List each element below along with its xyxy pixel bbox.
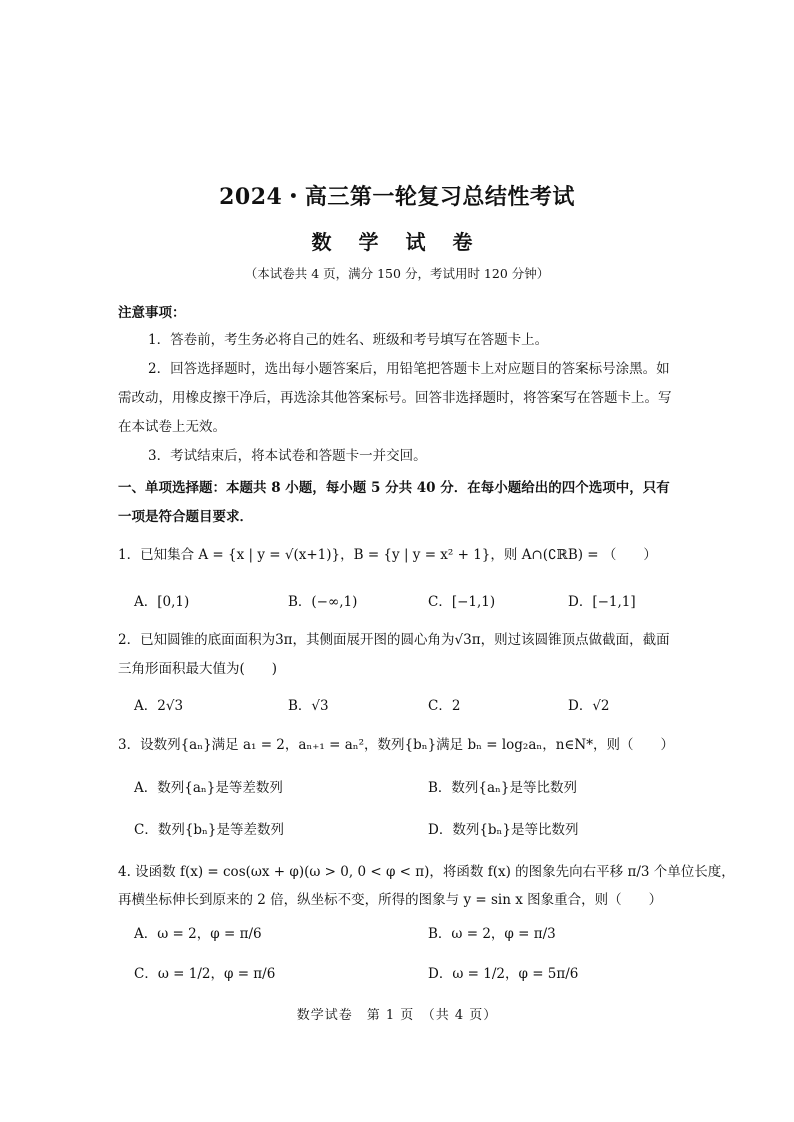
question-2-option-c: C．2 [428, 698, 461, 714]
section-heading: 一、单项选择题：本题共 8 小题，每小题 5 分共 40 分．在每小题给出的四个选项中，只有一项是符合题目要求． [118, 480, 670, 525]
notice-item-2: 2．回答选择题时，选出每小题答案后，用铅笔把答题卡上对应题目的答案标号涂黑。如需改动，用橡皮擦干净后，再选涂其他答案标号。回答非选择题时，将答案写在答题卡上。写在本试卷上无效。 [118, 361, 672, 435]
question-4-option-b: B．ω = 2，φ = π/3 [428, 926, 556, 942]
question-2-option-b: B．√3 [288, 698, 329, 714]
exam-meta: （本试卷共 4 页，满分 150 分，考试用时 120 分钟） [244, 266, 550, 281]
question-3-option-a: A．数列{aₙ}是等差数列 [134, 780, 283, 796]
question-4-stem-line-1: 4. 设函数 f(x) = cos(ωx + φ)(ω > 0, 0 < φ < π)，将函数 f(x) 的图象先向右平移 π/3 个单位长度， [118, 864, 735, 880]
exam-title: 2024・高三第一轮复习总结性考试 [219, 184, 575, 210]
question-3-option-d: D．数列{bₙ}是等比数列 [428, 822, 579, 838]
question-2-option-a: A．2√3 [134, 698, 184, 714]
question-2-option-d: D．√2 [568, 698, 610, 714]
question-2-stem: 2．已知圆锥的底面面积为3π，其侧面展开图的圆心角为√3π，则过该圆锥顶点做截面，截面三角形面积最大值为( ) [118, 632, 670, 677]
question-4-option-a: A．ω = 2，φ = π/6 [134, 926, 262, 942]
question-3-option-c: C．数列{bₙ}是等差数列 [134, 822, 284, 838]
question-1-stem: 1．已知集合 A = {x | y = √(x+1)}，B = {y | y = x² + 1}，则 A∩(∁ℝB) = （ ） [118, 547, 657, 563]
notice-item-3: 3．考试结束后，将本试卷和答题卡一并交回。 [148, 448, 427, 464]
notice-heading: 注意事项： [118, 305, 186, 321]
question-4-option-c: C．ω = 1/2，φ = π/6 [134, 966, 276, 982]
question-3-stem: 3．设数列{aₙ}满足 a₁ = 2，aₙ₊₁ = aₙ²，数列{bₙ}满足 bₙ = log₂aₙ，n∈N*，则（ ） [118, 737, 674, 753]
question-1-option-b: B．(−∞,1) [288, 594, 358, 610]
question-1-option-a: A．[0,1) [134, 594, 190, 610]
question-3-option-b: B．数列{aₙ}是等比数列 [428, 780, 577, 796]
question-4-stem-line-2: 再横坐标伸长到原来的 2 倍，纵坐标不变，所得的图象与 y = sin x 图象重合，则（ ） [118, 892, 663, 908]
question-1-option-c: C．[−1,1) [428, 594, 496, 610]
question-4-option-d: D．ω = 1/2，φ = 5π/6 [428, 966, 579, 982]
notice-item-1: 1．答卷前，考生务必将自己的姓名、班级和考号填写在答题卡上。 [148, 332, 549, 348]
page-footer: 数学试卷 第 1 页 （共 4 页） [296, 1008, 498, 1023]
question-1-option-d: D．[−1,1] [568, 594, 636, 610]
exam-subject: 数 学 试 卷 [311, 230, 483, 254]
